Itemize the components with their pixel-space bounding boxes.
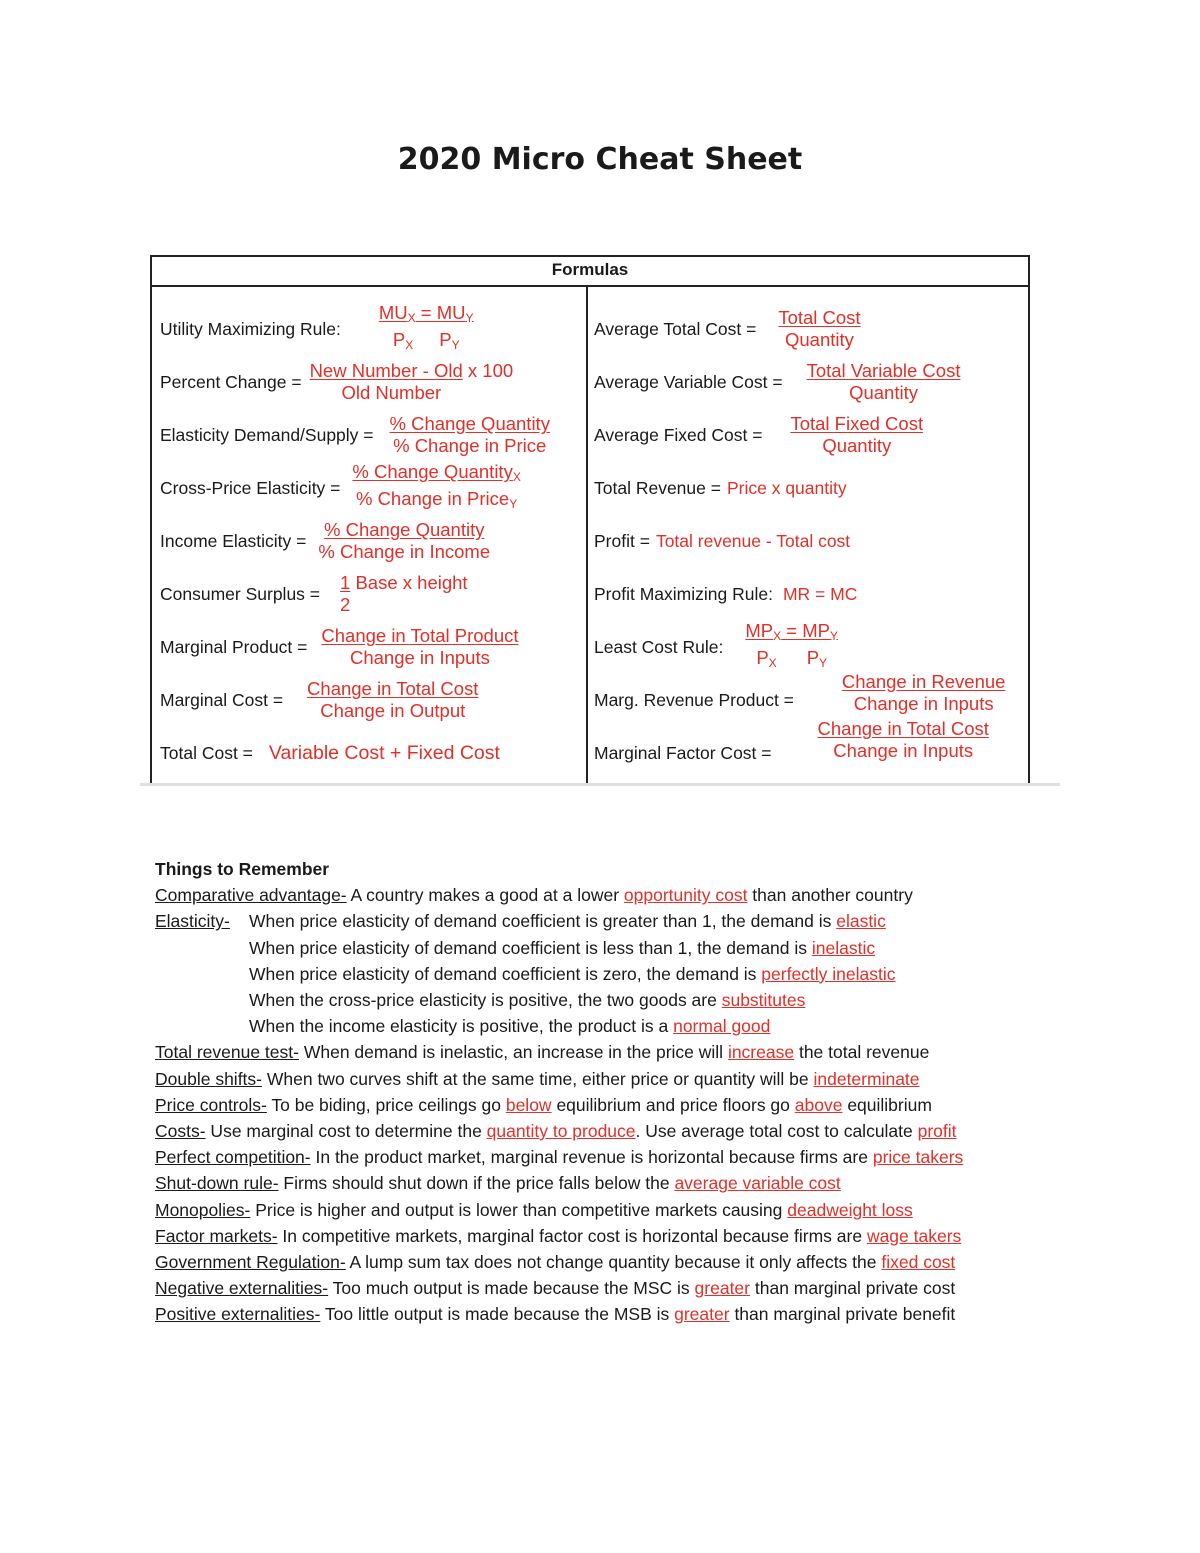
fraction-denominator: Old Number [341,382,442,403]
table-bottom-edge [140,783,1060,786]
formula-fraction [340,572,468,616]
things-to-remember [155,856,1055,1328]
fraction-numerator: Total Variable Cost [806,360,961,381]
fraction-denominator: % Change in Income [318,541,491,562]
formula-total-cost [160,727,580,779]
formula-fraction [352,461,520,515]
fraction-denominator: Change in Inputs [833,740,974,761]
remember-government-regulation: Government Regulation- A lump sum tax does not change quantity because it only affects the fixed cost [155,1252,956,1273]
formula-fraction [842,671,1006,715]
remember-shut-down-rule: Shut-down rule- Firms should shut down if the price falls below the average variable cost [155,1173,841,1194]
formula-fraction [818,718,989,762]
formula-utility-maximizing [160,303,580,355]
remember-price-controls: Price controls- To be biding, price ceilings go below equilibrium and price floors go above equilibrium [155,1094,932,1115]
formula-fraction [807,360,961,404]
fraction-numerator: Total Fixed Cost [790,413,924,434]
fraction-denominator: $P_X$ $P_Y$ [392,329,460,352]
formula-label: Total Cost = [160,742,253,763]
fraction-numerator: Change in Total Cost [307,678,479,699]
formula-label: Average Variable Cost = [594,371,783,392]
formula-label: Income Elasticity = [160,530,307,551]
formulas-header: Formulas [152,257,1028,287]
remember-elasticity-2: When price elasticity of demand coefficient is less than 1, the demand is inelastic [249,937,876,958]
formula-percent-change [160,356,580,408]
formula-label: Average Fixed Cost = [594,424,763,445]
formula-fraction [318,519,490,563]
fraction-numerator: 1 Base x height [340,572,468,593]
formula-label: Elasticity Demand/Supply = [160,424,374,445]
fraction-numerator: % Change Quantity [389,413,550,434]
fraction-numerator: New Number - Old x 100 [309,360,514,381]
fraction-numerator: Change in Total Product [321,625,519,646]
formula-label: Marginal Cost = [160,689,284,710]
formula-label: Average Total Cost = [594,318,757,339]
formula-least-cost-rule [594,621,1024,673]
formula-marginal-factor-cost [594,718,1024,779]
fraction-denominator: % Change in Price$_Y$ [355,488,518,511]
formula-label: Percent Change = [160,371,302,392]
formula-average-total-cost [594,303,1024,355]
formula-total-revenue [594,462,1024,514]
formula-fraction [778,307,860,351]
formula-label: Marg. Revenue Product = [594,689,794,710]
formula-profit [594,515,1024,567]
formula-elasticity [160,409,580,461]
fraction-numerator: Change in Total Cost [817,718,989,739]
fraction-numerator: % Change Quantity$_X$ [352,461,521,484]
formula-label: Consumer Surplus = [160,583,321,604]
fraction-denominator: Quantity [784,329,854,350]
formula-average-variable-cost [594,356,1024,408]
formula-fraction [745,620,838,674]
formula-cross-price-elasticity [160,462,580,514]
fraction-denominator: $P_X$ $P_Y$ [756,647,828,670]
formula-label: Profit = [594,530,650,551]
formula-label: Profit Maximizing Rule: [594,583,773,604]
formula-label: Least Cost Rule: [594,636,724,657]
formula-label: Marginal Product = [160,636,308,657]
remember-elasticity-4: When the cross-price elasticity is positive, the two goods are substitutes [249,990,806,1011]
remember-elasticity-5: When the income elasticity is positive, the product is a normal good [249,1016,771,1037]
remember-perfect-competition: Perfect competition- In the product market, marginal revenue is horizontal because firms are price takers [155,1147,964,1168]
remember-costs: Costs- Use marginal cost to determine the quantity to produce. Use average total cost to calculate profit [155,1121,957,1142]
formula-fraction [310,360,514,404]
remember-factor-markets: Factor markets- In competitive markets, marginal factor cost is horizontal because firms are wage takers [155,1225,962,1246]
remember-elasticity-3: When price elasticity of demand coefficient is zero, the demand is perfectly inelastic [249,963,896,984]
remember-monopolies: Monopolies- Price is higher and output is lower than competitive markets causing deadweight loss [155,1199,913,1220]
formula-label: Cross-Price Elasticity = [160,477,341,498]
formula-label: Total Revenue = [594,477,721,498]
formula-value: Total revenue - Total cost [655,530,851,551]
formula-average-fixed-cost [594,409,1024,461]
fraction-denominator: Quantity [849,382,918,403]
formula-value: MR = MC [782,583,858,604]
fraction-numerator: $MP_X = MP_Y$ [745,620,838,643]
fraction-denominator: Change in Inputs [349,647,490,668]
formula-label: Utility Maximizing Rule: [160,318,341,339]
formula-fraction [321,625,518,669]
formulas-table [150,255,1030,783]
fraction-numerator: Total Cost [778,307,861,328]
remember-comparative-advantage: Comparative advantage- A country makes a good at a lower opportunity cost than another country [155,885,913,906]
formula-marginal-cost [160,674,580,726]
fraction-denominator: % Change in Price [393,435,547,456]
formula-fraction [390,413,550,457]
formula-fraction [307,678,478,722]
remember-elasticity-1: Elasticity- When price elasticity of demand coefficient is greater than 1, the demand is elastic [155,911,886,932]
formula-fraction [790,413,923,457]
formula-consumer-surplus [160,568,580,620]
formula-value: Variable Cost + Fixed Cost [268,741,500,764]
fraction-numerator: % Change Quantity [324,519,485,540]
section-heading: Things to Remember [155,859,330,879]
fraction-denominator: Change in Output [320,700,466,721]
remember-positive-externalities: Positive externalities- Too little output is made because the MSB is greater than marginal private benefit [155,1304,956,1325]
remember-double-shifts: Double shifts- When two curves shift at the same time, either price or quantity will be indeterminate [155,1068,920,1089]
formula-label: Marginal Factor Cost = [594,742,772,763]
formula-profit-maximizing [594,568,1024,620]
fraction-denominator: Quantity [822,435,892,456]
remember-total-revenue-test: Total revenue test- When demand is inelastic, an increase in the price will increase the total revenue [155,1042,930,1063]
formula-income-elasticity [160,515,580,567]
remember-negative-externalities: Negative externalities- Too much output is made because the MSC is greater than marginal private cost [155,1278,956,1299]
fraction-denominator: Change in Inputs [853,693,994,714]
fraction-denominator: 2 [340,594,351,615]
fraction-numerator: Change in Revenue [841,671,1006,692]
page-title: 2020 Micro Cheat Sheet [397,142,803,177]
column-divider [586,285,588,783]
formula-value: Price x quantity [726,477,847,498]
formula-fraction [379,302,474,356]
fraction-numerator: $MU_X = MU_Y$ [378,302,474,325]
formula-marginal-product [160,621,580,673]
